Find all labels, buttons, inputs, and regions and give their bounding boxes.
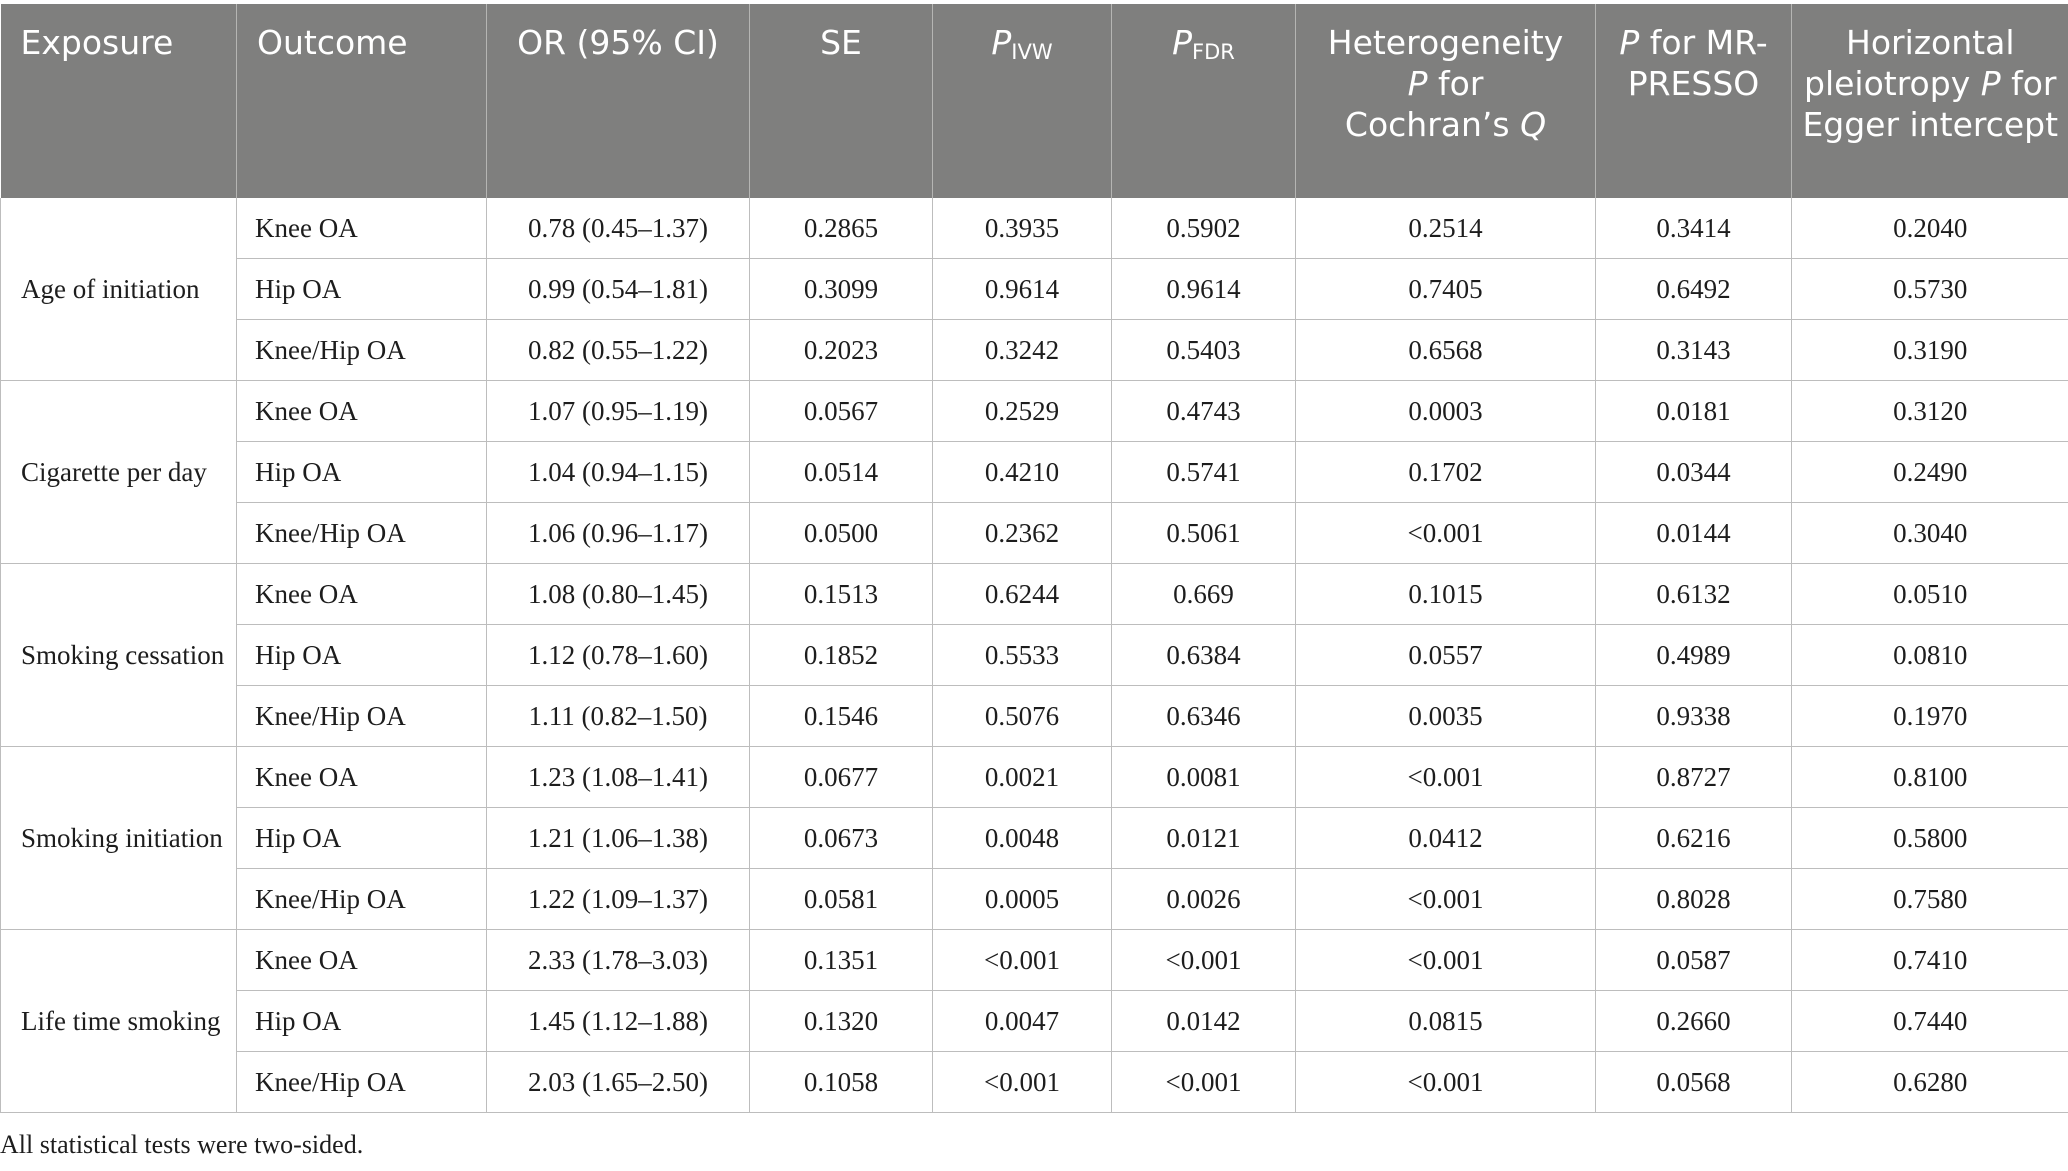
het-cell: 0.0412 xyxy=(1296,808,1596,869)
outcome-cell: Knee OA xyxy=(237,747,487,808)
se-cell: 0.1351 xyxy=(750,930,933,991)
or-cell: 1.08 (0.80–1.45) xyxy=(487,564,750,625)
or-cell: 1.04 (0.94–1.15) xyxy=(487,442,750,503)
het-cell: 0.0815 xyxy=(1296,991,1596,1052)
header-p-ivw: $P_{IVW}$ xyxy=(933,4,1112,198)
mr-cell: 0.0568 xyxy=(1596,1052,1792,1113)
p-fdr-cell: 0.5403 xyxy=(1112,320,1296,381)
egger-cell: 0.7410 xyxy=(1792,930,2068,991)
header-row xyxy=(1,4,2068,198)
or-cell: 1.21 (1.06–1.38) xyxy=(487,808,750,869)
p-fdr-cell: 0.9614 xyxy=(1112,259,1296,320)
se-cell: 0.1546 xyxy=(750,686,933,747)
or-cell: 1.06 (0.96–1.17) xyxy=(487,503,750,564)
mr-cell: 0.0344 xyxy=(1596,442,1792,503)
egger-cell: 0.8100 xyxy=(1792,747,2068,808)
het-cell: 0.0035 xyxy=(1296,686,1596,747)
se-cell: 0.0500 xyxy=(750,503,933,564)
egger-cell: 0.1970 xyxy=(1792,686,2068,747)
p-fdr-cell: 0.0121 xyxy=(1112,808,1296,869)
p-fdr-cell: 0.0142 xyxy=(1112,991,1296,1052)
het-cell: 0.1015 xyxy=(1296,564,1596,625)
or-cell: 1.12 (0.78–1.60) xyxy=(487,625,750,686)
se-cell: 0.1513 xyxy=(750,564,933,625)
p-fdr-cell: 0.6346 xyxy=(1112,686,1296,747)
se-cell: 0.0567 xyxy=(750,381,933,442)
table-row xyxy=(1,930,2068,991)
mr-cell: 0.0587 xyxy=(1596,930,1792,991)
header-mr-presso: P for MR-PRESSO xyxy=(1596,4,1792,198)
het-cell: <0.001 xyxy=(1296,747,1596,808)
table-row xyxy=(1,503,2068,564)
het-cell: 0.0003 xyxy=(1296,381,1596,442)
mr-cell: 0.8727 xyxy=(1596,747,1792,808)
header-pleiotropy: Horizontal pleiotropy P for Egger intercept xyxy=(1792,4,2068,198)
or-cell: 1.11 (0.82–1.50) xyxy=(487,686,750,747)
het-cell: 0.7405 xyxy=(1296,259,1596,320)
or-cell: 1.45 (1.12–1.88) xyxy=(487,991,750,1052)
egger-cell: 0.3040 xyxy=(1792,503,2068,564)
egger-cell: 0.2490 xyxy=(1792,442,2068,503)
or-cell: 1.07 (0.95–1.19) xyxy=(487,381,750,442)
p-fdr-cell: 0.5902 xyxy=(1112,198,1296,259)
se-cell: 0.1058 xyxy=(750,1052,933,1113)
p-fdr-cell: 0.0081 xyxy=(1112,747,1296,808)
se-cell: 0.2865 xyxy=(750,198,933,259)
p-fdr-cell: 0.6384 xyxy=(1112,625,1296,686)
or-cell: 0.82 (0.55–1.22) xyxy=(487,320,750,381)
p-ivw-cell: 0.4210 xyxy=(933,442,1112,503)
mr-cell: 0.6216 xyxy=(1596,808,1792,869)
header-se: SE xyxy=(750,4,933,198)
p-fdr-cell: 0.5061 xyxy=(1112,503,1296,564)
outcome-cell: Knee OA xyxy=(237,381,487,442)
het-cell: 0.0557 xyxy=(1296,625,1596,686)
egger-cell: 0.3120 xyxy=(1792,381,2068,442)
p-fdr-cell: <0.001 xyxy=(1112,930,1296,991)
p-fdr-cell: 0.669 xyxy=(1112,564,1296,625)
mr-cell: 0.6132 xyxy=(1596,564,1792,625)
se-cell: 0.3099 xyxy=(750,259,933,320)
table-body xyxy=(1,198,2068,1113)
p-ivw-cell: 0.3935 xyxy=(933,198,1112,259)
egger-cell: 0.3190 xyxy=(1792,320,2068,381)
outcome-cell: Knee OA xyxy=(237,930,487,991)
p-fdr-cell: 0.0026 xyxy=(1112,869,1296,930)
p-ivw-cell: <0.001 xyxy=(933,930,1112,991)
egger-cell: 0.7580 xyxy=(1792,869,2068,930)
outcome-cell: Knee OA xyxy=(237,564,487,625)
p-ivw-cell: 0.0005 xyxy=(933,869,1112,930)
p-fdr-cell: 0.4743 xyxy=(1112,381,1296,442)
se-cell: 0.0581 xyxy=(750,869,933,930)
het-cell: 0.2514 xyxy=(1296,198,1596,259)
p-fdr-cell: <0.001 xyxy=(1112,1052,1296,1113)
or-cell: 1.23 (1.08–1.41) xyxy=(487,747,750,808)
table-row xyxy=(1,686,2068,747)
egger-cell: 0.0810 xyxy=(1792,625,2068,686)
p-ivw-cell: 0.0021 xyxy=(933,747,1112,808)
egger-cell: 0.2040 xyxy=(1792,198,2068,259)
egger-cell: 0.7440 xyxy=(1792,991,2068,1052)
exposure-cell: Age of initiation xyxy=(1,198,237,381)
het-cell: <0.001 xyxy=(1296,930,1596,991)
mr-cell: 0.0181 xyxy=(1596,381,1792,442)
table-row xyxy=(1,320,2068,381)
het-cell: <0.001 xyxy=(1296,869,1596,930)
se-cell: 0.2023 xyxy=(750,320,933,381)
table-row xyxy=(1,625,2068,686)
header-exposure: Exposure xyxy=(1,4,237,198)
mr-cell: 0.8028 xyxy=(1596,869,1792,930)
se-cell: 0.0677 xyxy=(750,747,933,808)
mr-cell: 0.3143 xyxy=(1596,320,1792,381)
header-heterogeneity: Heterogeneity P for Cochran’s Q xyxy=(1296,4,1596,198)
table-row xyxy=(1,869,2068,930)
p-ivw-cell: 0.5533 xyxy=(933,625,1112,686)
table-row xyxy=(1,747,2068,808)
outcome-cell: Knee/Hip OA xyxy=(237,320,487,381)
mr-cell: 0.4989 xyxy=(1596,625,1792,686)
se-cell: 0.1852 xyxy=(750,625,933,686)
mr-cell: 0.0144 xyxy=(1596,503,1792,564)
exposure-cell: Smoking cessation xyxy=(1,564,237,747)
mr-cell: 0.3414 xyxy=(1596,198,1792,259)
footnote: All statistical tests were two-sided. xyxy=(0,1130,364,1159)
p-ivw-cell: 0.3242 xyxy=(933,320,1112,381)
se-cell: 0.0514 xyxy=(750,442,933,503)
p-ivw-cell: 0.6244 xyxy=(933,564,1112,625)
table-row xyxy=(1,1052,2068,1113)
mr-cell: 0.2660 xyxy=(1596,991,1792,1052)
header-or: OR (95% CI) xyxy=(487,4,750,198)
outcome-cell: Knee OA xyxy=(237,198,487,259)
exposure-cell: Smoking initiation xyxy=(1,747,237,930)
se-cell: 0.1320 xyxy=(750,991,933,1052)
p-ivw-cell: 0.2362 xyxy=(933,503,1112,564)
outcome-cell: Knee/Hip OA xyxy=(237,1052,487,1113)
table-row xyxy=(1,198,2068,259)
or-cell: 2.03 (1.65–2.50) xyxy=(487,1052,750,1113)
het-cell: <0.001 xyxy=(1296,503,1596,564)
or-cell: 1.22 (1.09–1.37) xyxy=(487,869,750,930)
p-ivw-cell: <0.001 xyxy=(933,1052,1112,1113)
outcome-cell: Knee/Hip OA xyxy=(237,503,487,564)
outcome-cell: Hip OA xyxy=(237,625,487,686)
table-row xyxy=(1,991,2068,1052)
table-row xyxy=(1,564,2068,625)
or-cell: 0.99 (0.54–1.81) xyxy=(487,259,750,320)
outcome-cell: Hip OA xyxy=(237,259,487,320)
se-cell: 0.0673 xyxy=(750,808,933,869)
het-cell: 0.1702 xyxy=(1296,442,1596,503)
egger-cell: 0.6280 xyxy=(1792,1052,2068,1113)
table-row xyxy=(1,808,2068,869)
mr-cell: 0.9338 xyxy=(1596,686,1792,747)
outcome-cell: Knee/Hip OA xyxy=(237,686,487,747)
or-cell: 0.78 (0.45–1.37) xyxy=(487,198,750,259)
outcome-cell: Hip OA xyxy=(237,808,487,869)
table-row xyxy=(1,381,2068,442)
egger-cell: 0.5730 xyxy=(1792,259,2068,320)
mr-cell: 0.6492 xyxy=(1596,259,1792,320)
exposure-cell: Life time smoking xyxy=(1,930,237,1113)
or-cell: 2.33 (1.78–3.03) xyxy=(487,930,750,991)
egger-cell: 0.5800 xyxy=(1792,808,2068,869)
p-ivw-cell: 0.5076 xyxy=(933,686,1112,747)
p-ivw-cell: 0.9614 xyxy=(933,259,1112,320)
results-table-container xyxy=(0,4,2068,1113)
mr-results-table xyxy=(0,4,2068,1113)
egger-cell: 0.0510 xyxy=(1792,564,2068,625)
p-ivw-cell: 0.0047 xyxy=(933,991,1112,1052)
table-row xyxy=(1,442,2068,503)
outcome-cell: Hip OA xyxy=(237,991,487,1052)
header-p-fdr: $P_{FDR}$ xyxy=(1112,4,1296,198)
het-cell: 0.6568 xyxy=(1296,320,1596,381)
exposure-cell: Cigarette per day xyxy=(1,381,237,564)
p-fdr-cell: 0.5741 xyxy=(1112,442,1296,503)
table-row xyxy=(1,259,2068,320)
het-cell: <0.001 xyxy=(1296,1052,1596,1113)
outcome-cell: Knee/Hip OA xyxy=(237,869,487,930)
p-ivw-cell: 0.0048 xyxy=(933,808,1112,869)
header-outcome: Outcome xyxy=(237,4,487,198)
outcome-cell: Hip OA xyxy=(237,442,487,503)
p-ivw-cell: 0.2529 xyxy=(933,381,1112,442)
